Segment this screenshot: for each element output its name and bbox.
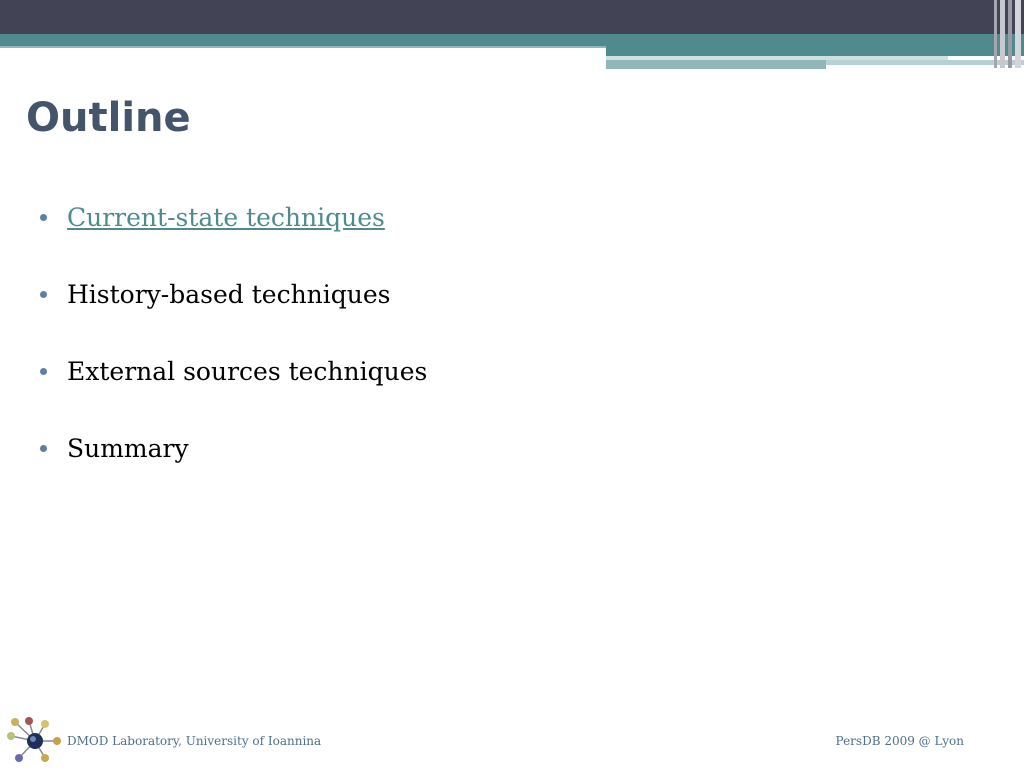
bullet-icon [40,445,47,452]
molecule-logo-icon [3,714,63,766]
outline-link-current-state[interactable]: Current-state techniques [67,203,385,232]
outline-item-history-based: History-based techniques [67,280,391,309]
bullet-icon [40,368,47,375]
decorative-vertical-bar [1000,0,1005,68]
footer-event: PersDB 2009 @ Lyon [835,734,964,748]
bullet-icon [40,214,47,221]
top-thin-line [0,46,606,48]
top-teal-band [0,34,1024,46]
outline-item-summary: Summary [67,434,189,463]
top-dark-band [0,0,1024,34]
outline-item-external-sources: External sources techniques [67,357,428,386]
footer-affiliation: DMOD Laboratory, University of Ioannina [67,734,322,748]
top-right-strip [606,46,1024,56]
decorative-vertical-bar [1008,0,1012,68]
decorative-vertical-bar [1015,0,1021,68]
decorative-vertical-bar [994,0,997,68]
top-right-strip [606,60,826,69]
slide-title: Outline [26,95,191,141]
bullet-icon [40,291,47,298]
